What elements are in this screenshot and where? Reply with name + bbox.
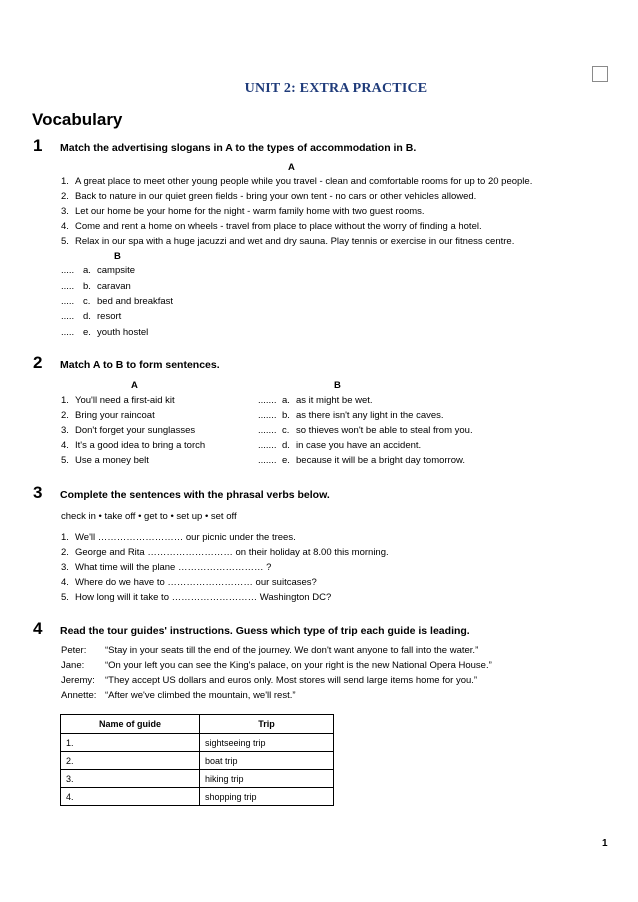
table-cell: shopping trip — [200, 788, 334, 806]
table-cell: hiking trip — [200, 770, 334, 788]
exercise-4-heading — [33, 619, 470, 639]
list-item: ..... c. bed and breakfast — [61, 296, 174, 307]
table-cell: 4. — [61, 788, 200, 806]
quote-line: Jane: “On your left you can see the King's palace, on your right is the new National Opera House.” — [61, 660, 492, 671]
list-item: ....... c. so thieves won't be able to steal from you. — [258, 425, 473, 436]
table-row — [61, 752, 334, 770]
exercise-instruction: Match the advertising slogans in A to the types of accommodation in B. — [60, 142, 417, 154]
exercise-instruction: Read the tour guides' instructions. Guess which type of trip each guide is leading. — [60, 625, 470, 637]
exercise-instruction: Complete the sentences with the phrasal verbs below. — [60, 489, 330, 501]
quote-line: Annette: “After we've climbed the mountain, we'll rest.” — [61, 690, 296, 701]
unit-title: UNIT 2: EXTRA PRACTICE — [244, 81, 428, 96]
table-row — [61, 788, 334, 806]
exercise-3-heading — [33, 483, 330, 503]
table-row — [61, 734, 334, 752]
exercise-2-heading — [33, 353, 220, 373]
list-item: 4. Where do we have to ……………………… our suitcases? — [61, 577, 317, 588]
table-header-row — [61, 715, 334, 734]
list-item: 5. Use a money belt — [61, 455, 149, 466]
guide-trip-table — [60, 714, 334, 806]
table-cell: boat trip — [200, 752, 334, 770]
corner-checkbox — [592, 66, 608, 82]
exercise-number: 1 — [33, 136, 43, 155]
list-item: ..... b. caravan — [61, 281, 131, 292]
table-cell: 2. — [61, 752, 200, 770]
list-item: 2. Back to nature in our quiet green fields - bring your own tent - no cars or other vehicles allowed. — [61, 191, 477, 202]
table-cell: 3. — [61, 770, 200, 788]
quote-line: Peter: “Stay in your seats till the end of the journey. We don't want anyone to fall into the water.” — [61, 645, 479, 656]
column-a-heading: A — [288, 162, 295, 173]
list-item: 4. It's a good idea to bring a torch — [61, 440, 206, 451]
exercise-number: 4 — [33, 619, 43, 638]
quote-line: Jeremy: “They accept US dollars and euros only. Most stores will send large items home for you.” — [61, 675, 478, 686]
list-item: 1. A great place to meet other young people while you travel - clean and comfortable rooms for up to 20 people. — [61, 176, 533, 187]
table-header: Trip — [200, 715, 334, 734]
list-item: ..... d. resort — [61, 311, 122, 322]
section-title: Vocabulary — [32, 110, 123, 129]
list-item: 3. What time will the plane ……………………… ? — [61, 562, 272, 573]
list-item: ....... b. as there isn't any light in the caves. — [258, 410, 444, 421]
list-item: 1. You'll need a first-aid kit — [61, 395, 175, 406]
table-cell: 1. — [61, 734, 200, 752]
list-item: 2. George and Rita ……………………… on their holiday at 8.00 this morning. — [61, 547, 389, 558]
list-item: 3. Don't forget your sunglasses — [61, 425, 196, 436]
table-header: Name of guide — [61, 715, 200, 734]
list-item: 5. Relax in our spa with a huge jacuzzi and wet and dry sauna. Play tennis or exercise in our fitness centre. — [61, 236, 515, 247]
exercise-number: 2 — [33, 353, 43, 372]
column-a-heading: A — [131, 380, 138, 391]
list-item: ..... a. campsite — [61, 265, 136, 276]
table-cell: sightseeing trip — [200, 734, 334, 752]
list-item: 4. Come and rent a home on wheels - travel from place to place without the worry of finding a hotel. — [61, 221, 482, 232]
list-item: ....... e. because it will be a bright day tomorrow. — [258, 455, 465, 466]
page-number: 1 — [602, 838, 608, 849]
exercise-instruction: Match A to B to form sentences. — [60, 359, 220, 371]
table-row — [61, 770, 334, 788]
list-item: ....... d. in case you have an accident. — [258, 440, 422, 451]
exercise-1-heading — [33, 136, 416, 156]
column-b-heading: B — [334, 380, 341, 391]
list-item: 1. We'll ……………………… our picnic under the trees. — [61, 532, 296, 543]
column-b-heading: B — [114, 251, 121, 262]
list-item: 5. How long will it take to ……………………… Washington DC? — [61, 592, 332, 603]
list-item: ..... e. youth hostel — [61, 327, 149, 338]
list-item: 2. Bring your raincoat — [61, 410, 155, 421]
list-item: 3. Let our home be your home for the night - warm family home with two guest rooms. — [61, 206, 425, 217]
list-item: ....... a. as it might be wet. — [258, 395, 373, 406]
exercise-number: 3 — [33, 483, 43, 502]
word-box: check in • take off • get to • set up • set off — [61, 511, 237, 522]
